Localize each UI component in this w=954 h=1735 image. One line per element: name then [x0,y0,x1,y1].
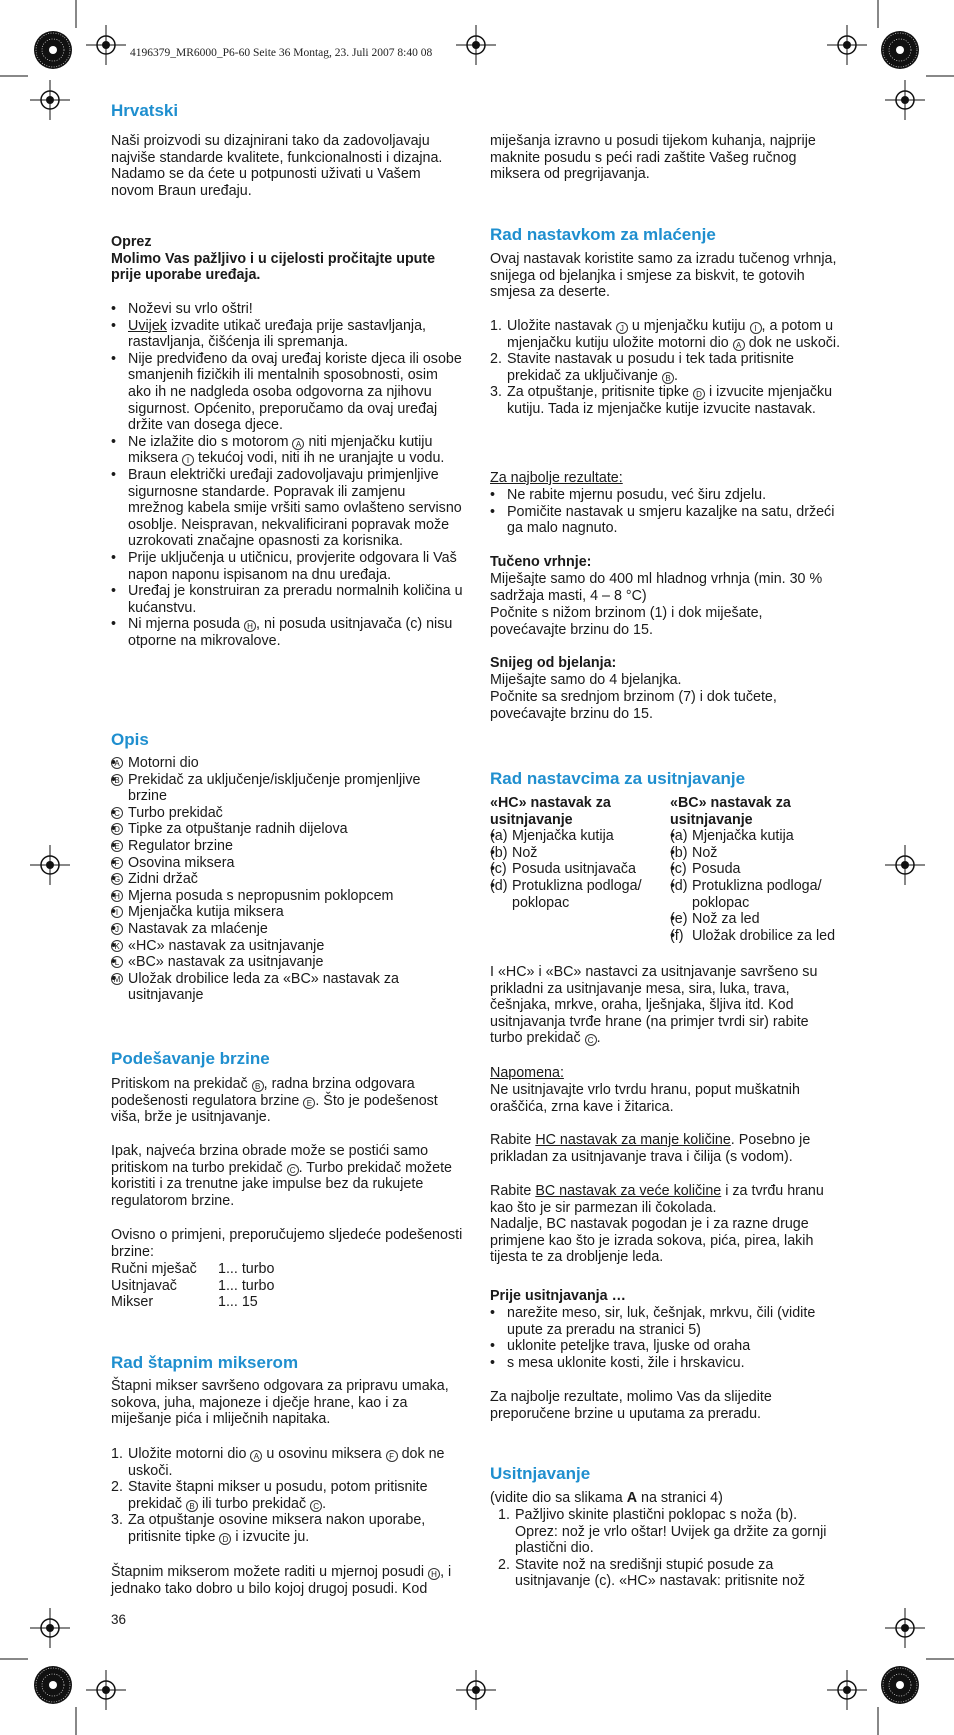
letter-circle: • H [111,890,123,902]
best-results-list [490,487,842,537]
mlac-intro: Ovaj nastavak koristite samo za izradu tučenog vrhnja, snijega od bjelanjka i smjese za biskvit, te gotovih smjesa za deserte. [490,251,837,301]
speed-paragraph-1: Pritiskom na prekidač B , radna brzina odgovara podešenosti regulatora brzine E . Što je podešenost viša, brže je usitnjavanje. [111,1076,438,1126]
list-item: 2. Stavite nastavak u posudu i tek tada pritisnite prekidač za uključivanje B . [490,351,794,384]
parts-list-item: • F Osovina miksera [111,855,463,872]
cream-title: Tučeno vrhnje: [490,554,592,570]
list-item: • (b) Nož [670,845,850,862]
list-item: • s mesa uklonite kosti, žile i hrskavicu. [490,1355,842,1372]
caution-title: Oprez [111,234,152,250]
speed-table [111,1261,463,1311]
letter-circle: • E [111,840,123,852]
list-item: • Uvijek izvadite utikač uređaja prije sastavljanja, rastavljanja, čišćenja ili spremanja. [111,318,463,351]
letter-circle: • I [111,906,123,918]
section-title-usitnjavanje: Usitnjavanje [490,1464,591,1483]
stap-outro: Štapnim mikserom možete raditi u mjernoj posudi H , i jednako tako dobro u bilo kojoj drugoj posudi. Kod [111,1564,452,1597]
parts-list-item: • B Prekidač za uključenje/isključenje promjenljive brzine [111,772,463,805]
caution-text: Molimo Vas pažljivo i u cijelosti pročitajte upute prije uporabe uređaja. [111,250,436,284]
parts-list-item: • D Tipke za otpuštanje radnih dijelova [111,821,463,838]
list-item: • (a) Mjenjačka kutija [490,828,662,845]
section-title-usitnjavanje-rad: Rad nastavcima za usitnjavanje [490,769,746,788]
parts-list-item: • H Mjerna posuda s nepropusnim poklopcem [111,888,463,905]
speed-paragraph-2: Ipak, najveća brzina obrade može se postići samo pritiskom na turbo prekidač C . Turbo prekidač možete koristiti i za trenutne jake impulse bez da rukujete regulatorom brzine. [111,1143,452,1209]
list-item: • (c) Posuda usitnjavača [490,861,662,878]
list-item: • Uređaj je konstruiran za preradu normalnih količina u kućanstvu. [111,583,463,616]
letter-circle: • J [111,923,123,935]
hc-title: «HC» nastavak za usitnjavanje [490,795,611,828]
list-item: • Noževi su vrlo oštri! [111,301,463,318]
list-item: • (b) Nož [490,845,662,862]
letter-circle: • D [111,823,123,835]
letter-circle: • M [111,973,123,985]
bc-column [670,795,850,944]
stap-steps [111,1446,463,1546]
letter-circle: • A [111,757,123,769]
list-item: 2. Stavite nož na središnji stupić posude za usitnjavanje (c). «HC» nastavak: pritisnite nož [498,1556,806,1590]
section-title-stap: Rad štapnim mikserom [111,1353,299,1372]
hc-parts [490,828,662,911]
list-item: • (d) Protuklizna podloga/ poklopac [670,878,850,911]
egg-text-1: Miješajte samo do 4 bjelanjka. [490,672,682,688]
letter-circle: • B [111,774,123,786]
list-item: • (e) Nož za led [670,911,850,928]
parts-list-item: • A Motorni dio [111,755,463,772]
list-item: • Ne izlažite dio s motorom A niti mjenjačku kutiju miksera I tekućoj vodi, niti ih ne uranjajte u vodu. [111,434,463,467]
letter-circle: • K [111,940,123,952]
section-title-mlacenje: Rad nastavkom za mlaćenje [490,225,716,244]
print-header: 4196379_MR6000_P6-60 Seite 36 Montag, 23. Juli 2007 8:40 08 [130,47,433,59]
bc-usage: Rabite BC nastavak za veće količine i za tvrđu hranu kao što je sir parmezan ili čokolada. Nadalje, BC nastavak pogodan je i za razne druge primjene kao što je izrada sokova, pića, pirea, lakih tijesta te za drobljenje leda. [490,1183,824,1266]
attachments-columns [490,795,842,945]
list-item: • Prije uključenja u utičnicu, provjerite odgovara li Vaš napon naponu ispisanom na dnu uređaja. [111,550,463,583]
parts-list-item: • J Nastavak za mlaćenje [111,921,463,938]
before-list [490,1305,842,1371]
page-number: 36 [111,1612,127,1627]
list-item: 3. Za otpuštanje osovine miksera nakon uporabe, pritisnite tipke D i izvucite ju. [111,1512,426,1545]
caution-block [111,234,463,284]
parts-list-item: • G Zidni držač [111,871,463,888]
note-title: Napomena: [490,1065,564,1081]
usit-paragraph: I «HC» i «BC» nastavci za usitnjavanje savršeno su prikladni za usitnjavanje mesa, sira, luka, trava, češnjaka, mrkve, oraha, lješnjaka, šljiva itd. Kod usitnjavanja tvrđe hrane (na primjer tvrdi sir) rabite turbo prekidač C . [490,964,818,1047]
list-item: • uklonite peteljke trava, ljuske od oraha [490,1338,842,1355]
usitnjavanje-steps [498,1507,842,1590]
list-item: • Ne rabite mjernu posudu, već širu zdjelu. [490,487,842,504]
table-row: Ručni mješač 1... turbo [111,1261,275,1277]
list-item: 2. Stavite štapni mikser u posudu, potom pritisnite prekidač B ili turbo prekidač C . [111,1479,428,1512]
best-results-title: Za najbolje rezultate: [490,470,623,486]
egg-title: Snijeg od bjelanja: [490,655,617,671]
list-item: • (c) Posuda [670,861,850,878]
parts-list [111,755,463,1004]
list-item: • Nije predviđeno da ovaj uređaj koriste djeca ili osobe smanjenih fizičkih ili mentalnih sposobnosti, osim ako ih ne nadgleda osoba odgovorna za njihovu sigurnost. Općenito, preporučamo da ovaj uređaj držite van dosega djece. [111,351,463,434]
section-title-speed: Podešavanje brzine [111,1049,270,1068]
list-item: 1. Uložite motorni dio A u osovinu miksera F dok ne uskoči. [111,1446,445,1479]
bc-parts [670,828,850,944]
usitnjavanje-ref: (vidite dio sa slikama A na stranici 4) [490,1490,723,1506]
table-row: Mikser 1... 15 [111,1294,258,1311]
letter-circle: • F [111,857,123,869]
parts-list-item: • K «HC» nastavak za usitnjavanje [111,938,463,955]
section-title-opis: Opis [111,730,149,749]
cream-text-2: Počnite s nižom brzinom (1) i dok miješate, povećavajte brzinu do 15. [490,605,763,638]
table-row: Usitnjavač 1... turbo [111,1277,275,1294]
speed-paragraph-3: Ovisno o primjeni, preporučujemo sljedeće podešenosti brzine: [111,1227,463,1260]
letter-circle: • C [111,807,123,819]
letter-circle: • G [111,873,123,885]
hc-column [490,795,662,911]
list-item: • Braun električki uređaji zadovoljavaju primjenljive sigurnosne standarde. Popravak ili zamjenu mrežnog kabela smije vršiti samo ovlašteno servisno osoblje. Neispravan, nekvalificirani popravak može uzrokovati značajne opasnosti za korisnika. [111,467,463,550]
parts-list-item: • M Uložak drobilice leda za «BC» nastavak za usitnjavanje [111,971,463,1004]
cream-text-1: Miješajte samo do 400 ml hladnog vrhnja (min. 30 % sadržaja masti, 4 – 8 °C) [490,571,823,604]
letter-circle: • L [111,956,123,968]
list-item: • (d) Protuklizna podloga/ poklopac [490,878,662,911]
mlac-steps [490,318,842,418]
intro-paragraph: Naši proizvodi su dizajnirani tako da zadovoljavaju najviše standarde kvalitete, funkcionalnosti i dizajna. Nadamo se da ćete u potpunosti uživati u Vašem novom Braun uređaju. [111,133,443,199]
list-item: 3. Za otpuštanje, pritisnite tipke D i izvucite mjenjačku kutiju. Tada iz mjenjačke kutije izvucite nastavak. [490,384,833,417]
list-item: • (f) Uložak drobilice za led [670,928,850,945]
before-outro: Za najbolje rezultate, molimo Vas da slijedite preporučene brzine u uputama za preradu. [490,1389,772,1422]
parts-list-item: • E Regulator brzine [111,838,463,855]
parts-list-item: • L «BC» nastavak za usitnjavanje [111,954,463,971]
bc-title: «BC» nastavak za usitnjavanje [670,795,791,828]
list-item: • Pomičite nastavak u smjeru kazaljke na satu, držeći ga malo nagnuto. [490,504,842,537]
section-title-hrvatski: Hrvatski [111,101,179,120]
parts-list-item: • C Turbo prekidač [111,805,463,822]
list-item: • (a) Mjenjačka kutija [670,828,850,845]
warnings-list [111,301,463,649]
list-item: 1. Uložite nastavak J u mjenjačku kutiju I , a potom u mjenjačku kutiju uložite motorni dio A dok ne uskoči. [490,318,841,351]
note-text: Ne usitnjavajte vrlo tvrdu hranu, poput muškatnih oraščića, zrna kave i žitarica. [490,1082,800,1115]
list-item: • Ni mjerna posuda H , ni posuda usitnjavača (c) nisu otporne na mikrovalove. [111,616,463,649]
continued-paragraph: miješanja izravno u posudi tijekom kuhanja, najprije maknite posudu s peći radi zaštite Vašeg ručnog miksera od pregrijavanja. [490,133,816,183]
stap-intro: Štapni mikser savršeno odgovara za pripravu umaka, sokova, juha, majoneze i dječje hrane, kao i za miješanje pića i mliječnih napitaka. [111,1378,449,1428]
hc-usage: Rabite HC nastavak za manje količine. Posebno je prikladan za usitnjavanje trava i čilija (s vodom). [490,1132,811,1165]
list-item: • narežite meso, sir, luk, češnjak, mrkvu, čili (vidite upute za preradu na stranici 5) [490,1305,842,1338]
parts-list-item: • I Mjenjačka kutija miksera [111,904,463,921]
before-title: Prije usitnjavanja … [490,1288,626,1304]
list-item: 1. Pažljivo skinite plastični poklopac s noža (b). Oprez: nož je vrlo oštar! Uvijek ga držite za gornji plastični dio. [498,1507,827,1557]
egg-text-2: Počnite sa srednjom brzinom (7) i dok tučete, povećavajte brzinu do 15. [490,689,777,722]
